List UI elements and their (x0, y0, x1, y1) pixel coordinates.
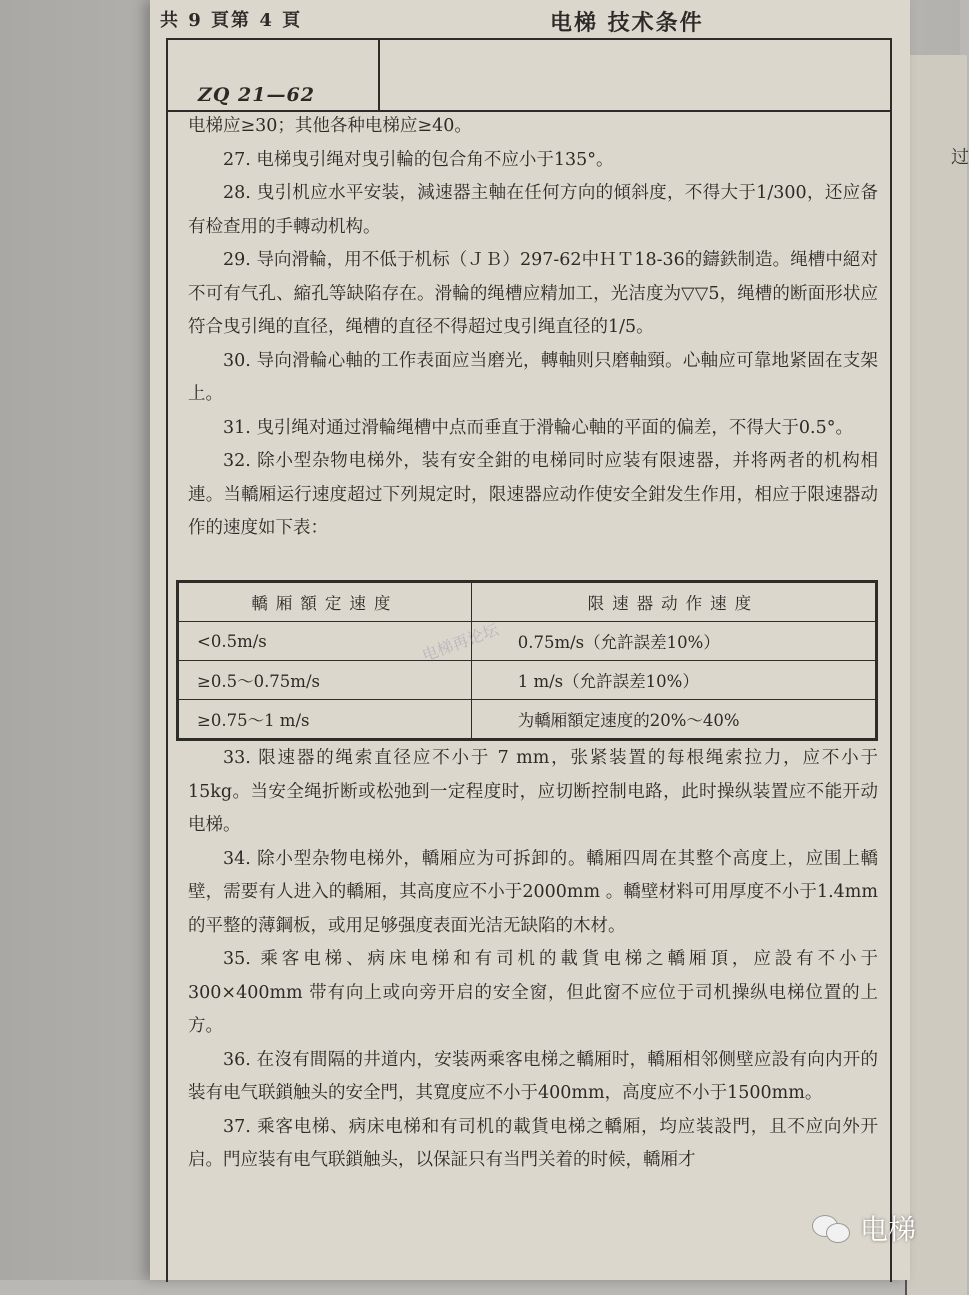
logo-text: 电梯 (860, 1213, 917, 1246)
table-row (179, 700, 876, 739)
table-cell: 1 m/s（允許誤差10%） (471, 661, 875, 700)
table-cell: 0.75m/s（允許誤差10%） (471, 622, 875, 661)
standard-code: ZQ 21—62 (198, 84, 315, 106)
wechat-logo (812, 1208, 916, 1248)
next-page-edge (905, 55, 967, 1295)
paragraph: 29. 导向滑輪，用不低于机标（ＪＢ）297-62中ＨＴ18-36的鑄鉄制造。绳槽中絕对不可有气孔、縮孔等缺陷存在。滑輪的绳槽应精加工，光洁度为▽▽5，绳槽的断面形状应符合曳引绳的直径，绳槽的直径不得超过曳引绳直径的1/5。 (188, 250, 878, 337)
table-cell: <0.5m/s (179, 622, 472, 661)
paragraph: 33. 限速器的绳索直径应不小于 7 mm，张紧装置的每根绳索拉力，应不小于15kg。当安全绳折断或松弛到一定程度时，应切断控制电路，此时操纵装置应不能开动电梯。 (188, 748, 878, 835)
table-header: 轎厢額定速度 (179, 583, 472, 622)
paragraph: 34. 除小型杂物电梯外，轎厢应为可拆卸的。轎厢四周在其整个高度上，应围上轎壁，需要有人进入的轎厢，其高度应不小于2000mm 。轎壁材料可用厚度不小于1.4mm的平整的薄鋼板，或用足够强度表面光洁无缺陷的木材。 (188, 848, 878, 936)
paragraph: 30. 导向滑輪心軸的工作表面应当磨光，轉軸则只磨軸頸。心軸应可靠地紧固在支架上。 (188, 350, 878, 404)
table-cell: 为轎厢額定速度的20%～40% (471, 700, 875, 739)
next-page-fragment: 过 (951, 147, 969, 168)
paragraph: 28. 曳引机应水平安装，減速器主軸在任何方向的傾斜度，不得大于1/300，还应备有检查用的手轉动机构。 (188, 183, 878, 237)
watermark: 电梯再论坛 (419, 619, 502, 666)
paragraph: 31. 曳引绳对通过滑輪绳槽中点而垂直于滑輪心軸的平面的偏差，不得大于0.5°。 (223, 417, 853, 438)
table-cell: ≥0.5～0.75m/s (179, 661, 472, 700)
table-row (179, 661, 876, 700)
paragraph: 27. 电梯曳引绳对曳引輪的包合角不应小于135°。 (223, 149, 614, 170)
table-header-row (179, 583, 876, 622)
wechat-bubbles-icon (812, 1213, 852, 1243)
paragraph: 电梯应≥30；其他各种电梯应≥40。 (188, 116, 472, 136)
page-count: 共 9 頁第 4 頁 (160, 10, 303, 31)
paragraph: 35. 乘客电梯、病床电梯和有司机的載貨电梯之轎厢頂，应設有不小于300×400mm 带有向上或向旁开启的安全窗，但此窗不应位于司机操纵电梯位置的上方。 (188, 949, 878, 1036)
header-divider (378, 40, 380, 110)
body-text-top (188, 110, 878, 546)
document-title: 电梯 技术条件 (550, 10, 704, 36)
table-header: 限速器动作速度 (471, 583, 875, 622)
speed-table (176, 580, 878, 741)
table-row (179, 622, 876, 661)
body-text-bottom (188, 742, 878, 1178)
paragraph: 36. 在沒有間隔的井道内，安装两乘客电梯之轎厢时，轎厢相邻侧壁应設有向内开的装有电气联鎖触头的安全門，其寬度应不小于400mm，高度应不小于1500mm。 (188, 1049, 878, 1103)
table-cell: ≥0.75～1 m/s (179, 700, 472, 739)
paragraph: 37. 乘客电梯、病床电梯和有司机的載貨电梯之轎厢，均应装設門，且不应向外开启。門应装有电气联鎖触头，以保証只有当門关着的时候，轎厢才 (188, 1116, 878, 1170)
document-page (150, 0, 910, 1280)
paragraph: 32. 除小型杂物电梯外，装有安全鉗的电梯同时应装有限速器，并将两者的机构相連。当轎厢运行速度超过下列規定时，限速器应动作使安全鉗发生作用，相应于限速器动作的速度如下表： (188, 451, 878, 538)
